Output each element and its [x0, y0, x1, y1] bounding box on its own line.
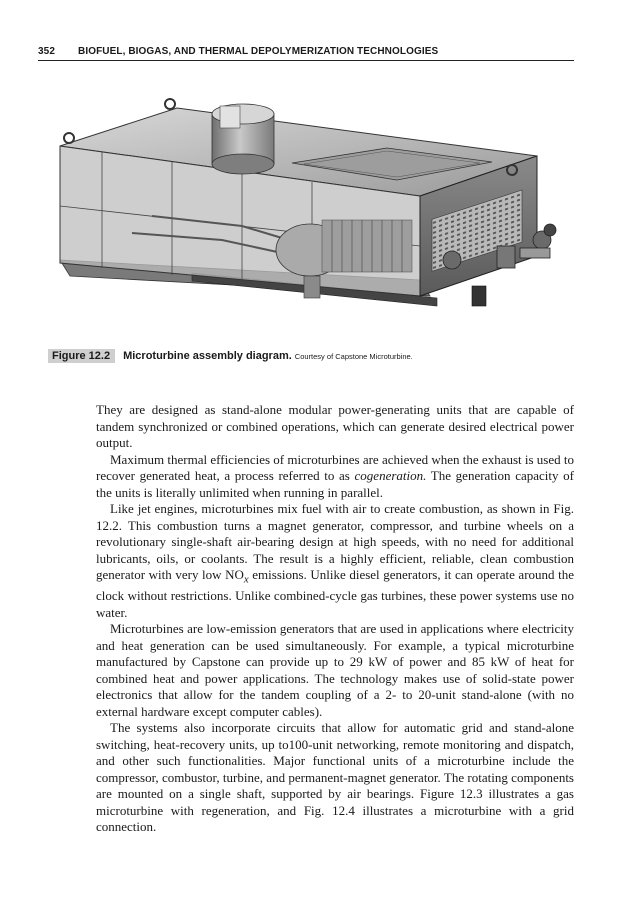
figure-label: Figure 12.2: [48, 349, 115, 363]
nox-subscript: x: [243, 573, 249, 586]
running-title: BIOFUEL, BIOGAS, AND THERMAL DEPOLYMERIZATION TECHNOLOGIES: [78, 46, 439, 57]
exhaust-cylinder: [212, 104, 274, 174]
paragraph-1: They are designed as stand-alone modular power-generating units that are capable of tandem synchronized or combined operations, which can generate desired electrical power output.: [96, 402, 574, 450]
control-panel-label: [472, 286, 486, 306]
body-text: [96, 402, 574, 836]
page-number: 352: [38, 46, 55, 57]
heatsink-fins: [322, 220, 412, 272]
microturbine-assembly-figure: [42, 88, 582, 348]
paragraph-3: Like jet engines, microturbines mix fuel with air to create combustion, as shown in Fig. 12.2. This combustion turns a magnet generator, compressor, and turbine wheels on a revolutionary single-shaft air-bearing design at high speeds, with no need for additional lubricants, oils, or coolants. The result is a highly efficient, reliable, clean combustion generator with very low $NO_x$ emissions. Unlike diesel generators, it can operate around the clock without restrictions. Unlike combined-cycle gas turbines, these power systems use no water.: [96, 501, 574, 620]
paragraph-2: Maximum thermal efficiencies of microturbines are achieved when the exhaust is used to recover generated heat, a process referred to as cogeneration. The generation capacity of the units is literally unlimited when running in parallel.: [96, 451, 574, 500]
figure-credit: Courtesy of Capstone Microturbine.: [294, 352, 413, 361]
figure-title: Microturbine assembly diagram.: [123, 350, 292, 362]
running-header: [38, 44, 574, 61]
paragraph-5: The systems also incorporate circuits that allow for automatic grid and stand-alone switching, heat-recovery units, up to100-unit networking, remote monitoring and dispatch, and other such functionalities. Major functional units of a microturbine include the compressor, combustor, turbine, and permanent-magnet generator. The rotating components are mounted on a single shaft, supported by air bearings. Figure 12.3 illustrates a gas microturbine with regeneration, and Fig. 12.4 illustrates a microturbine with a grid connection.: [96, 720, 574, 835]
term-cogeneration: cogeneration.: [354, 468, 427, 483]
figure-caption: [48, 349, 413, 365]
paragraph-4: Microturbines are low-emission generators that are used in applications where electricity and heat generation can be used simultaneously. For example, a typical microturbine manufactured by Capstone can provide up to 29 kW of power and 85 kW of heat for combined heat and power applications. The technology makes use of solid-state power electronics that allow for the tandem coupling of a 2- to 20-unit stand-alone (with no external hardware except computer cables).: [96, 621, 574, 719]
